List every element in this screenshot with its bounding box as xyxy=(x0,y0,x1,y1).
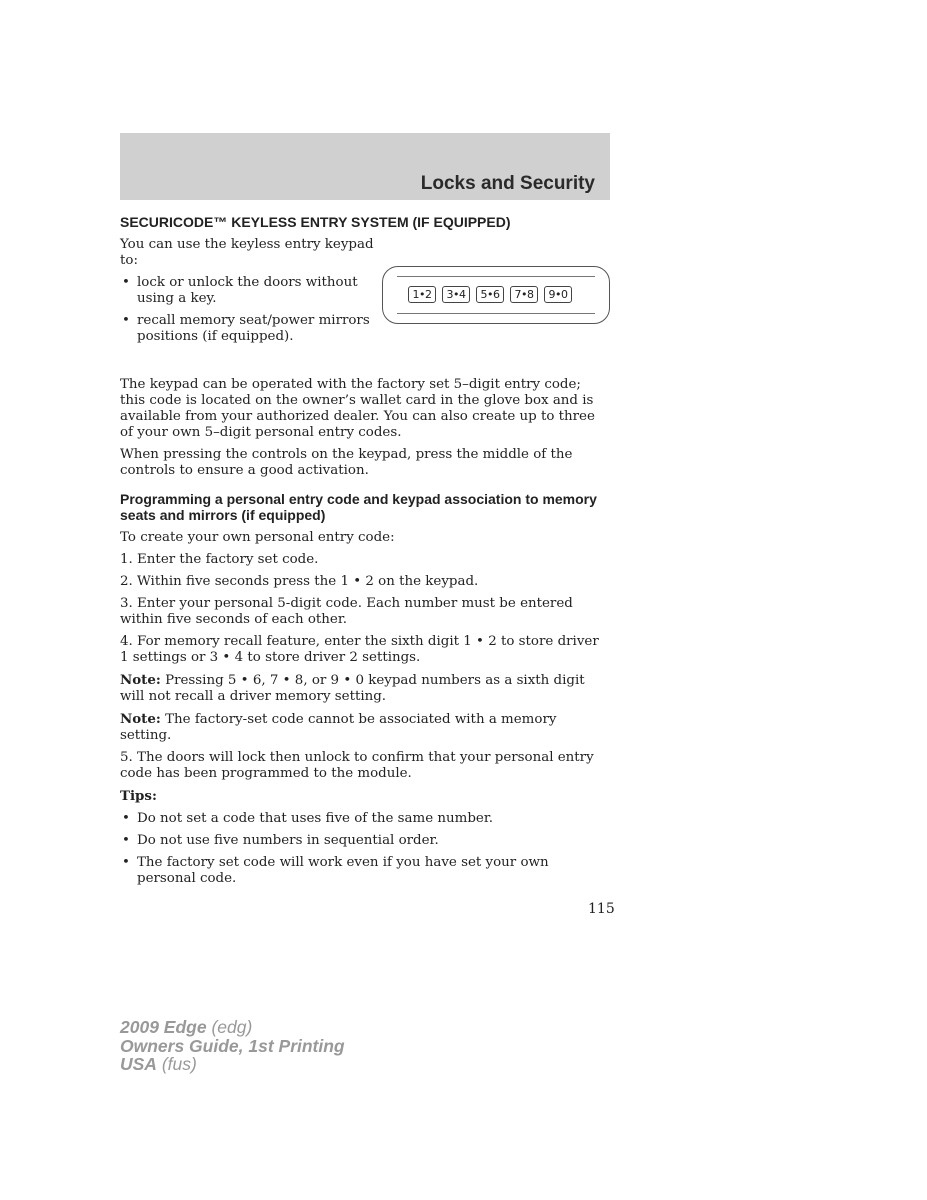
keyless-entry-heading: SECURICODE™ KEYLESS ENTRY SYSTEM (IF EQUIPPED) xyxy=(120,214,511,230)
list-item: • lock or unlock the doors without using a key. xyxy=(120,275,380,307)
list-item: • Do not use five numbers in sequential order. xyxy=(120,833,610,849)
keypad-illustration xyxy=(382,266,610,324)
document-footer xyxy=(120,1018,345,1074)
list-item: • The factory set code will work even if you have set your own personal code. xyxy=(120,855,610,887)
note-factory-code xyxy=(120,711,610,744)
keyless-intro-text xyxy=(120,237,380,345)
note-text: Pressing 5 • 6, 7 • 8, or 9 • 0 keypad numbers as a sixth digit will not recall a driver memory setting. xyxy=(120,673,585,704)
keypad-top-rail xyxy=(397,276,595,277)
factory-code-paragraph: The keypad can be operated with the factory set 5–digit entry code; this code is located on the owner’s wallet card in the glove box and is available from your authorized dealer. You can also create up to three of your own 5–digit personal entry codes. xyxy=(120,377,595,440)
step-3: 3. Enter your personal 5-digit code. Each number must be entered within five seconds of each other. xyxy=(120,596,573,627)
keypad-keys xyxy=(408,286,572,303)
press-controls-paragraph: When pressing the controls on the keypad, press the middle of the controls to ensure a good activation. xyxy=(120,447,573,478)
intro-bullet-list xyxy=(120,275,380,345)
step-5: 5. The doors will lock then unlock to confirm that your personal entry code has been programmed to the module. xyxy=(120,750,594,781)
note-sixth-digit xyxy=(120,672,610,705)
tips-label: Tips: xyxy=(120,788,157,804)
keypad-key-7-8: 7•8 xyxy=(510,286,538,303)
footer-region-line: USA (fus) xyxy=(120,1054,197,1074)
step-1: 1. Enter the factory set code. xyxy=(120,552,319,567)
keypad-key-5-6: 5•6 xyxy=(476,286,504,303)
keypad-key-3-4: 3•4 xyxy=(442,286,470,303)
step-4: 4. For memory recall feature, enter the sixth digit 1 • 2 to store driver 1 settings or 3 • 4 to store driver 2 settings. xyxy=(120,634,599,665)
intro-paragraph: You can use the keyless entry keypad to: xyxy=(120,237,374,268)
keypad-bottom-rail xyxy=(397,313,595,314)
footer-guide-line: Owners Guide, 1st Printing xyxy=(120,1035,345,1056)
programming-intro: To create your own personal entry code: xyxy=(120,530,395,545)
page-content xyxy=(120,214,610,893)
note-label: Note: xyxy=(120,672,161,688)
keypad-key-1-2: 1•2 xyxy=(408,286,436,303)
programming-heading: Programming a personal entry code and keypad association to memory seats and mirrors (if equipped) xyxy=(120,491,597,523)
footer-model-line: 2009 Edge (edg) xyxy=(120,1017,253,1037)
list-item: • recall memory seat/power mirrors positions (if equipped). xyxy=(120,313,380,345)
step-2: 2. Within five seconds press the 1 • 2 on the keypad. xyxy=(120,574,479,589)
page-number: 115 xyxy=(588,901,615,917)
note-text: The factory-set code cannot be associated with a memory setting. xyxy=(120,712,557,743)
list-item: • Do not set a code that uses five of the same number. xyxy=(120,811,610,827)
section-title: Locks and Security xyxy=(420,173,595,194)
section-header-band xyxy=(120,133,610,200)
keyless-intro-block xyxy=(120,237,610,377)
tips-list xyxy=(120,811,610,887)
keypad-key-9-0: 9•0 xyxy=(544,286,572,303)
note-label: Note: xyxy=(120,711,161,727)
